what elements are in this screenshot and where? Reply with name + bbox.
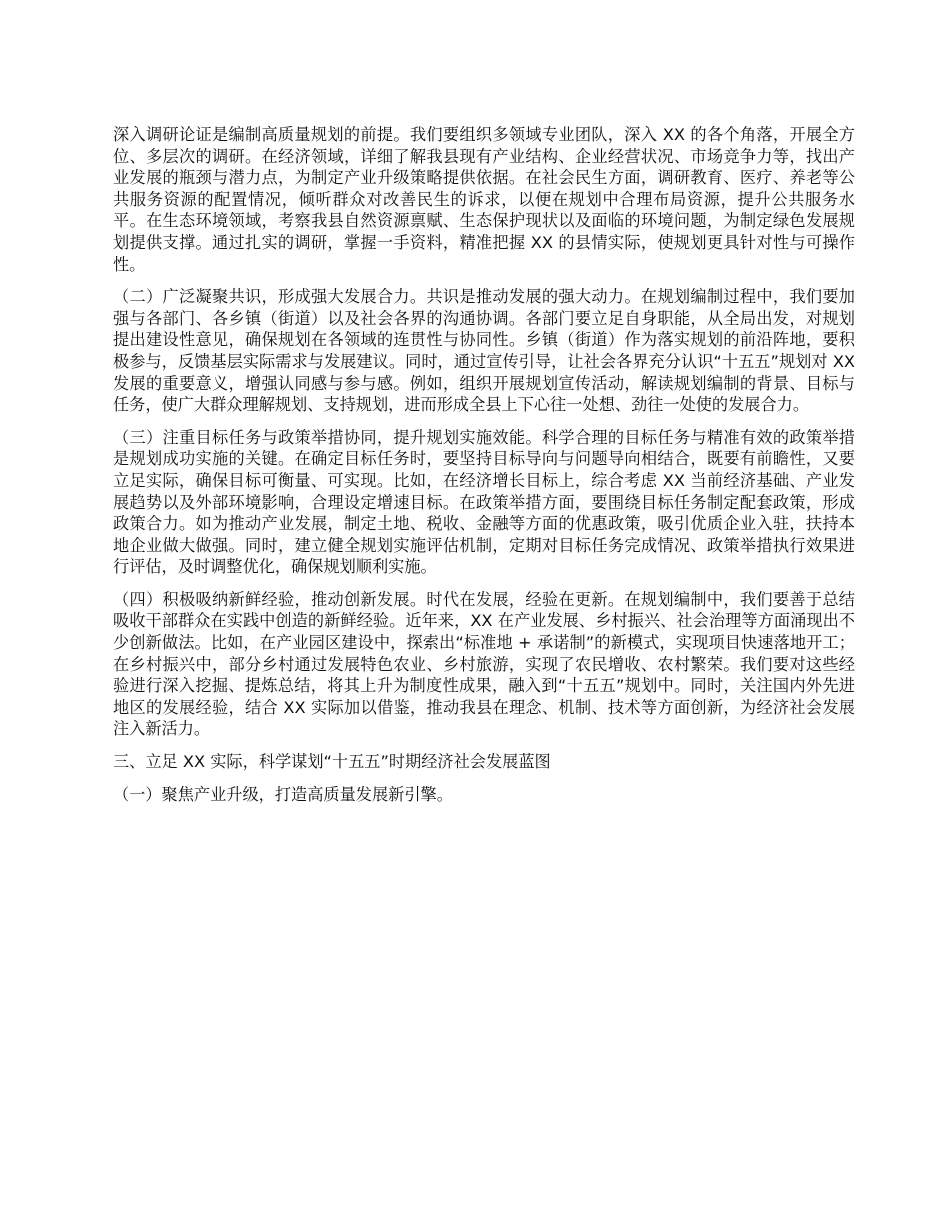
paragraph-new-experience: （四）积极吸纳新鲜经验，推动创新发展。时代在发展，经验在更新。在规划编制中，我们要善于总结吸收干部群众在实践中创造的新鲜经验。近年来，XX 在产业发展、乡村振兴、社会治理等方面涌现出不少创新做法。比如，在产业园区建设中，探索出“标准地 + 承诺制”的新模式，实现项目快速落地开工；在乡村振兴中，部分乡村通过发展特色农业、乡村旅游，实现了农民增收、农村繁荣。我们要对这些经验进行深入挖掘、提炼总结，将其上升为制度性成果，融入到“十五五”规划中。同时，关注国内外先进地区的发展经验，结合 XX 实际加以借鉴，推动我县在理念、机制、技术等方面创新，为经济社会发展注入新活力。 (113, 589, 855, 739)
document-page (113, 124, 855, 816)
paragraph-research: 深入调研论证是编制高质量规划的前提。我们要组织多领域专业团队，深入 XX 的各个角落，开展全方位、多层次的调研。在经济领域，详细了解我县现有产业结构、企业经营状况、市场竞争力等，找出产业发展的瓶颈与潜力点，为制定产业升级策略提供依据。在社会民生方面，调研教育、医疗、养老等公共服务资源的配置情况，倾听群众对改善民生的诉求，以便在规划中合理布局资源，提升公共服务水平。在生态环境领域，考察我县自然资源禀赋、生态保护现状以及面临的环境问题，为制定绿色发展规划提供支撑。通过扎实的调研，掌握一手资料，精准把握 XX 的县情实际，使规划更具针对性与可操作性。 (113, 125, 855, 274)
paragraph-targets-policies: （三）注重目标任务与政策举措协同，提升规划实施效能。科学合理的目标任务与精准有效的政策举措是规划成功实施的关键。在确定目标任务时，要坚持目标导向与问题导向相结合，既要有前瞻性，又要立足实际，确保目标可衡量、可实现。比如，在经济增长目标上，综合考虑 XX 当前经济基础、产业发展趋势以及外部环境影响，合理设定增速目标。在政策举措方面，要围绕目标任务制定配套政策，形成政策合力。如为推动产业发展，制定土地、税收、金融等方面的优惠政策，吸引优质企业入驻，扶持本地企业做大做强。同时，建立健全规划实施评估机制，定期对目标任务完成情况、政策举措执行效果进行评估，及时调整优化，确保规划顺利实施。 (113, 427, 855, 577)
subsection-heading: （一）聚焦产业升级，打造高质量发展新引擎。 (113, 784, 453, 804)
paragraph-consensus: （二）广泛凝聚共识，形成强大发展合力。共识是推动发展的强大动力。在规划编制过程中，我们要加强与各部门、各乡镇（街道）以及社会各界的沟通协调。各部门要立足自身职能，从全局出发，对规划提出建设性意见，确保规划在各领域的连贯性与协同性。乡镇（街道）作为落实规划的前沿阵地，要积极参与，反馈基层实际需求与发展建议。同时，通过宣传引导，让社会各界充分认识“十五五”规划对 XX 发展的重要意义，增强认同感与参与感。例如，组织开展规划宣传活动，解读规划编制的背景、目标与任务，使广大群众理解规划、支持规划，进而形成全县上下心往一处想、劲往一处使的发展合力。 (113, 287, 855, 415)
section-heading: 三、立足 XX 实际，科学谋划“十五五”时期经济社会发展蓝图 (113, 752, 551, 772)
